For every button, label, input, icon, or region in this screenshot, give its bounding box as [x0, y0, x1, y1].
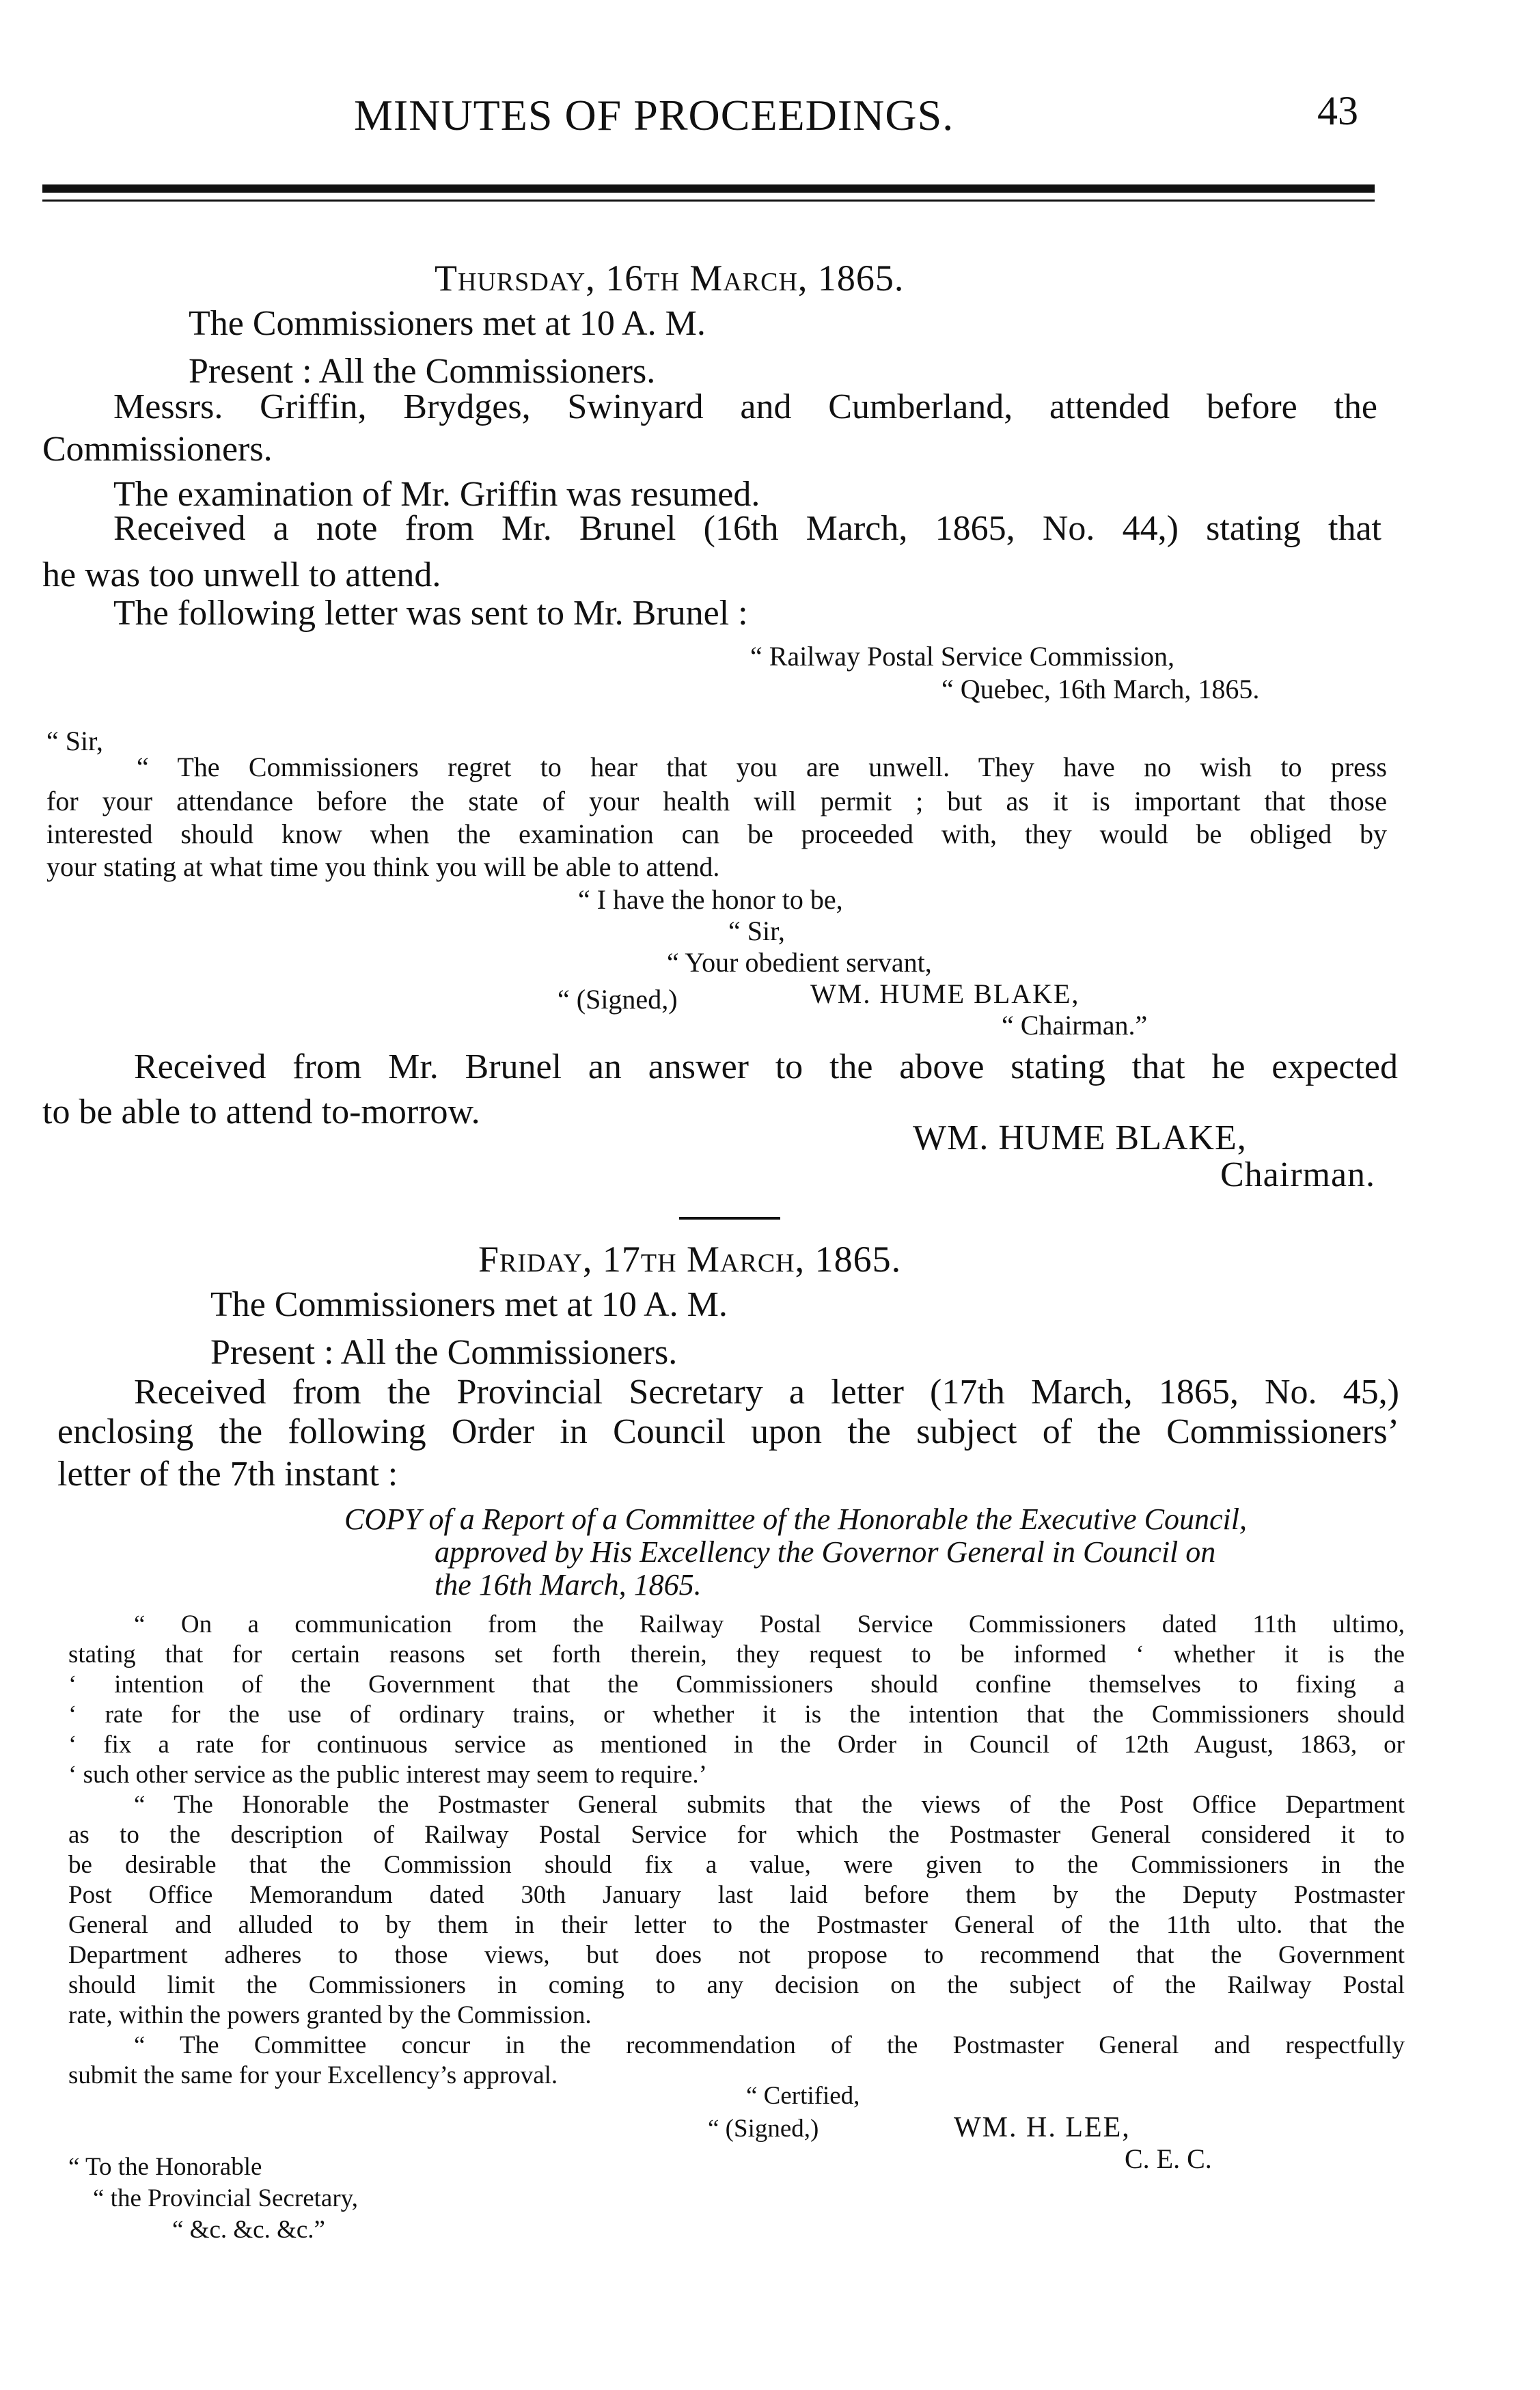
order-line-6: ‘ such other service as the public interest may seem to require.’ — [68, 1761, 707, 1789]
thursday-attended-line2: Commissioners. — [42, 430, 273, 469]
letter-signed-label: “ (Signed,) — [558, 984, 678, 1015]
order-line-10: Post Office Memorandum dated 30th January last laid before them by the Deputy Postmaster — [68, 1881, 1405, 1909]
order-signed-label: “ (Signed,) — [708, 2115, 819, 2143]
order-signed-name: WM. H. LEE, — [954, 2112, 1131, 2143]
order-heading-line2: approved by His Excellency the Governor General in Council on — [435, 1535, 1216, 1569]
friday-received-line3: letter of the 7th instant : — [57, 1455, 398, 1494]
order-address-line1: “ To the Honorable — [68, 2153, 262, 2181]
order-line-15: “ The Committee concur in the recommendation of the Postmaster General and respectfully — [134, 2031, 1405, 2059]
letter-closing-3: “ Your obedient servant, — [667, 947, 932, 978]
order-line-8: as to the description of Railway Postal Service for which the Postmaster General considered it to — [68, 1821, 1405, 1849]
friday-date: Friday, 17th March, 1865. — [478, 1239, 902, 1280]
friday-met: The Commissioners met at 10 A. M. — [210, 1285, 728, 1324]
section-divider — [679, 1217, 780, 1220]
order-address-line3: “ &c. &c. &c.” — [172, 2216, 325, 2244]
order-line-11: General and alluded to by them in their letter to the Postmaster General of the 11th ulto. that the — [68, 1911, 1405, 1939]
letter-body-line4: your stating at what time you think you will be able to attend. — [46, 851, 720, 882]
letter-body-line3: interested should know when the examination can be proceeded with, they would be obliged by — [46, 819, 1387, 849]
order-address-line2: “ the Provincial Secretary, — [93, 2184, 358, 2212]
order-line-13: should limit the Commissioners in coming to any decision on the subject of the Railway Postal — [68, 1971, 1405, 1999]
letter-body-line2: for your attendance before the state of your health will permit ; but as it is important that those — [46, 786, 1387, 816]
order-certified: “ Certified, — [746, 2082, 860, 2110]
thursday-letter-intro: The following letter was sent to Mr. Brunel : — [113, 594, 748, 633]
thursday-attended-line1: Messrs. Griffin, Brydges, Swinyard and Cumberland, attended before the — [113, 387, 1377, 426]
answer-line2: to be able to attend to-morrow. — [42, 1093, 480, 1131]
letter-signed-name: WM. HUME BLAKE, — [810, 978, 1080, 1009]
order-line-5: ‘ fix a rate for continuous service as mentioned in the Order in Council of 12th August, 1863, or — [68, 1731, 1405, 1759]
thursday-date: Thursday, 16th March, 1865. — [435, 258, 905, 299]
order-line-9: be desirable that the Commission should fix a value, were given to the Commissioners in the — [68, 1851, 1405, 1879]
answer-signature-title: Chairman. — [1220, 1155, 1376, 1194]
letter-closing-1: “ I have the honor to be, — [578, 884, 843, 915]
letter-from-line1: “ Railway Postal Service Commission, — [750, 641, 1175, 672]
page-number: 43 — [1317, 88, 1358, 133]
header-rule-thick — [42, 184, 1375, 193]
thursday-resumed: The examination of Mr. Griffin was resumed. — [113, 475, 760, 514]
friday-present: Present : All the Commissioners. — [210, 1333, 678, 1372]
order-line-7: “ The Honorable the Postmaster General submits that the views of the Post Office Department — [134, 1791, 1405, 1819]
thursday-note-line2: he was too unwell to attend. — [42, 555, 441, 594]
order-line-1: “ On a communication from the Railway Postal Service Commissioners dated 11th ultimo, — [134, 1610, 1405, 1638]
order-heading-line3: the 16th March, 1865. — [435, 1568, 702, 1602]
letter-body-line1: “ The Commissioners regret to hear that you are unwell. They have no wish to press — [137, 752, 1387, 782]
letter-from-line2: “ Quebec, 16th March, 1865. — [941, 674, 1260, 704]
answer-line1: Received from Mr. Brunel an answer to the above stating that he expected — [134, 1047, 1398, 1086]
order-line-12: Department adheres to those views, but does not propose to recommend that the Government — [68, 1941, 1405, 1969]
thursday-met: The Commissioners met at 10 A. M. — [189, 304, 706, 343]
order-line-14: rate, within the powers granted by the Commission. — [68, 2001, 592, 2029]
friday-received-line2: enclosing the following Order in Council upon the subject of the Commissioners’ — [57, 1412, 1399, 1451]
order-signed-title: C. E. C. — [1125, 2143, 1212, 2174]
header-rule-thin — [42, 200, 1375, 202]
letter-salutation: “ Sir, — [46, 726, 103, 756]
order-line-4: ‘ rate for the use of ordinary trains, or whether it is the intention that the Commissioners should — [68, 1701, 1405, 1729]
order-line-2: stating that for certain reasons set forth therein, they request to be informed ‘ whether it is the — [68, 1640, 1405, 1668]
order-line-3: ‘ intention of the Government that the Commissioners should confine themselves to fixing a — [68, 1671, 1405, 1699]
thursday-present: Present : All the Commissioners. — [189, 352, 656, 391]
thursday-note-line1: Received a note from Mr. Brunel (16th March, 1865, No. 44,) stating that — [113, 509, 1381, 548]
order-line-16: submit the same for your Excellency’s approval. — [68, 2061, 558, 2089]
page-header-title: MINUTES OF PROCEEDINGS. — [354, 91, 954, 139]
answer-signature-name: WM. HUME BLAKE, — [913, 1118, 1247, 1157]
letter-signed-title: “ Chairman.” — [1002, 1010, 1148, 1041]
order-heading-line1: COPY of a Report of a Committee of the Honorable the Executive Council, — [344, 1502, 1247, 1536]
letter-closing-2: “ Sir, — [728, 916, 785, 946]
friday-received-line1: Received from the Provincial Secretary a letter (17th March, 1865, No. 45,) — [134, 1373, 1399, 1412]
